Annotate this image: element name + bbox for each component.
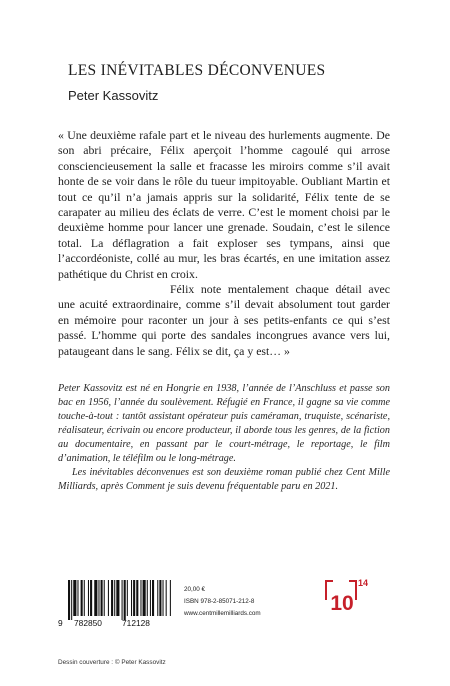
excerpt-paragraph-1: « Une deuxième rafale part et le niveau des hurlements augmente. De son abri précaire, Félix aperçoit l’homme cagoulé qui arrose consciencieusement la salle et fracasse les miroirs comme s’il avait honte de se voir dans le rôle du tueur impitoyable. Oubliant Martin et tout ce qu’il n’a jamais appris sur la solidarité, Félix tente de se carapater au milieu des éclats de verre. C’est le moment choisi par le deuxième homme pour lancer une grenade. Soudain, c’est le silence total. La déflagration a fait exploser ses tympans, ainsi que l’accordéoniste, collé au mur, les bras écartés, en une imitation assez pathétique du Christ en croix. [58, 128, 390, 281]
barcode-digit-first: 9 [58, 618, 63, 628]
barcode-group-left: 782850 [74, 618, 102, 628]
publisher-logo [323, 576, 375, 622]
excerpt-block [58, 128, 390, 359]
publisher-website: www.centmillemilliards.com [184, 610, 261, 617]
book-title: LES INÉVITABLES DÉCONVENUES [68, 62, 326, 79]
barcode-bars [58, 580, 172, 620]
price: 20,00 € [184, 586, 206, 593]
excerpt-paragraph-2: Félix note mentalement chaque détail avec une acuité extraordinaire, comme s’il devait absolument tout garder en mémoire pour raconter un jour à ses petits-enfants ce qui s’est passé. L’homme qui porte des sandales incongrues avance vers lui, pataugeant dans le sang. Félix se dit, ça y est… » [58, 282, 390, 358]
author-bio [58, 382, 390, 494]
isbn-barcode [58, 580, 172, 627]
isbn-number: ISBN 978-2-85071-212-8 [184, 598, 255, 605]
barcode-group-right: 712128 [122, 618, 150, 628]
book-author: Peter Kassovitz [68, 88, 159, 103]
publication-info [184, 584, 261, 620]
bio-paragraph-1: Peter Kassovitz est né en Hongrie en 1938, l’année de l’Anschluss et passe son bac en 1956, l’année du soulèvement. Réfugié en France, il gagne sa vie comme touche-à-tout : tantôt assistant opérateur puis caméraman, truquiste, scénariste, réalisateur, écrivain ou encore producteur, il aborde tous les genres, de la fiction au documentaire, en passant par le court-métrage, le reportage, le film d’animation, le téléfilm ou le long-métrage. [58, 383, 390, 464]
logo-superscript: 14 [358, 578, 369, 588]
logo-number: 10 [330, 592, 354, 615]
cover-credit: Dessin couverture : © Peter Kassovitz [58, 659, 166, 666]
bio-paragraph-2: Les inévitables déconvenues est son deuxième roman publié chez Cent Mille Milliards, après Comment je suis devenu fréquentable paru en 2021. [58, 467, 390, 492]
